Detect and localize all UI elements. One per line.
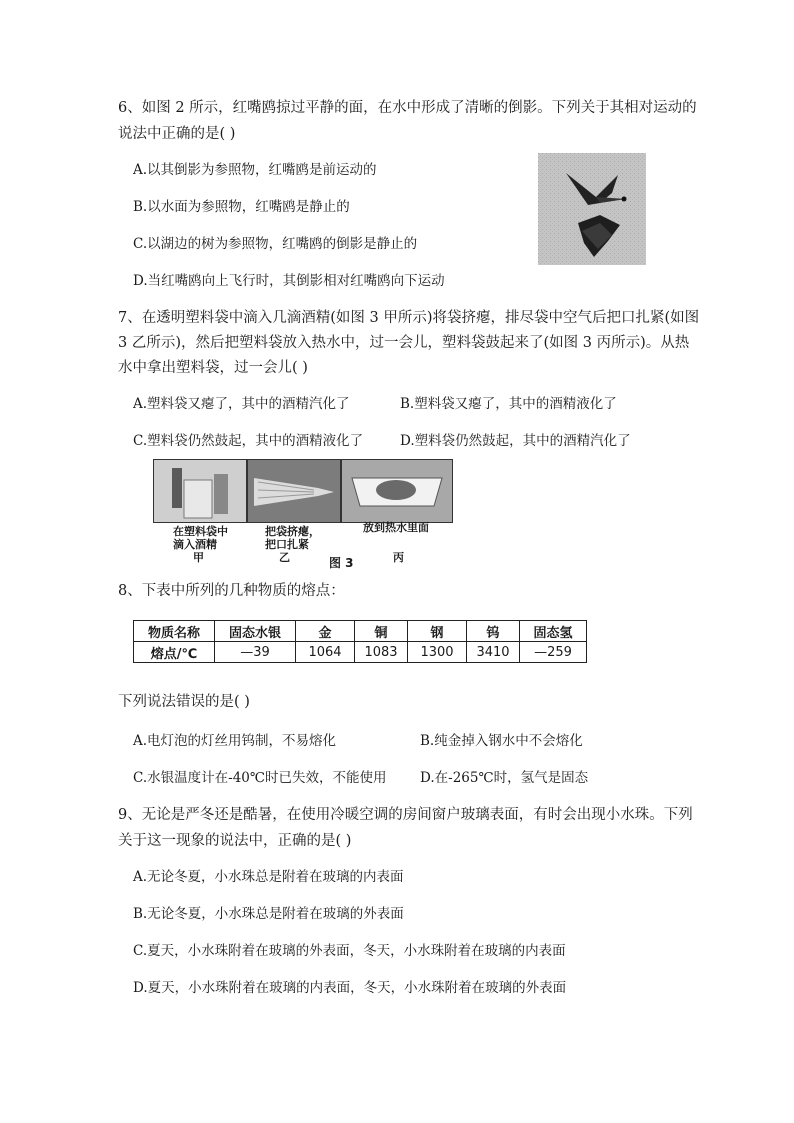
table-cell: —259 — [520, 642, 587, 663]
q8-option-d: D.在-265℃时，氢气是固态 — [420, 770, 589, 786]
q6-option-b: B.以水面为参照物，红嘴鸥是静止的 — [133, 199, 350, 215]
q6-option-a: A.以其倒影为参照物，红嘴鸥是前运动的 — [133, 162, 377, 178]
melting-point-table — [133, 620, 587, 663]
table-cell: 1083 — [355, 642, 408, 663]
table-header-cell: 物质名称 — [134, 621, 215, 642]
q9-option-d: D.夏天，小水珠附着在玻璃的内表面，冬天，小水珠附着在玻璃的外表面 — [133, 980, 567, 996]
table-header-cell: 固态水银 — [215, 621, 296, 642]
q9-stem-line1: 9、无论是严冬还是酷暑，在使用冷暖空调的房间窗户玻璃表面，有时会出现小水珠。下列 — [118, 807, 693, 823]
figure-3-caption-bing-line1: 放到热水里面 — [363, 521, 429, 534]
q8-option-b: B.纯金掉入钢水中不会熔化 — [420, 733, 583, 749]
bag-in-hot-water-illustration — [342, 460, 452, 522]
table-header-cell: 金 — [296, 621, 355, 642]
figure-3-caption-yi-line2: 把口扎紧 — [265, 538, 309, 551]
figure-3-caption-jia-label: 甲 — [193, 551, 204, 564]
q9-option-a: A.无论冬夏，小水珠总是附着在玻璃的内表面 — [133, 869, 404, 885]
squeezed-bag-illustration — [248, 460, 340, 522]
figure-3-panel-bing — [341, 459, 453, 523]
figure-3-caption-bing-label: 丙 — [393, 551, 404, 564]
q6-option-c: C.以湖边的树为参照物，红嘴鸥的倒影是静止的 — [133, 236, 418, 252]
q6-stem-line2: 说法中正确的是( ) — [118, 126, 236, 142]
figure-3-panel-jia — [153, 459, 247, 523]
q7-stem-line3: 水中拿出塑料袋，过一会儿( ) — [118, 360, 308, 376]
table-cell: —39 — [215, 642, 296, 663]
gull-reflection-photo — [538, 153, 646, 265]
q7-stem-line2: 3 乙所示)，然后把塑料袋放入热水中，过一会儿，塑料袋鼓起来了(如图 3 丙所示)。从热 — [118, 335, 690, 351]
gull-reflection-illustration — [538, 153, 646, 265]
table-header-cell: 铜 — [355, 621, 408, 642]
figure-3-panel-yi — [247, 459, 341, 523]
figure-3-caption-jia-line2: 滴入酒精 — [173, 538, 217, 551]
q8-question: 下列说法错误的是( ) — [118, 694, 250, 710]
q7-option-a: A.塑料袋又瘪了，其中的酒精汽化了 — [133, 396, 350, 412]
table-row-header — [134, 621, 587, 642]
table-header-cell: 钢 — [408, 621, 467, 642]
figure-3-caption-jia-line1: 在塑料袋中 — [173, 525, 228, 538]
table-header-cell: 钨 — [467, 621, 520, 642]
q9-option-b: B.无论冬夏，小水珠总是附着在玻璃的外表面 — [133, 906, 404, 922]
q7-option-d: D.塑料袋仍然鼓起，其中的酒精汽化了 — [400, 433, 631, 449]
q8-stem: 8、下表中所列的几种物质的熔点： — [118, 583, 345, 599]
table-row-label: 熔点/℃ — [134, 642, 215, 663]
q8-option-a: A.电灯泡的灯丝用钨制，不易熔化 — [133, 733, 337, 749]
figure-3-title: 图 3 — [329, 556, 354, 569]
table-cell: 1064 — [296, 642, 355, 663]
table-cell: 1300 — [408, 642, 467, 663]
q7-option-b: B.塑料袋又瘪了，其中的酒精液化了 — [400, 396, 617, 412]
dropper-bag-illustration — [154, 460, 246, 522]
table-cell: 3410 — [467, 642, 520, 663]
table-row-melting-point — [134, 642, 587, 663]
q8-option-c: C.水银温度计在-40℃时已失效，不能使用 — [133, 770, 387, 786]
q7-option-c: C.塑料袋仍然鼓起，其中的酒精液化了 — [133, 433, 364, 449]
figure-3 — [153, 459, 453, 569]
figure-3-caption-yi-label: 乙 — [279, 551, 290, 564]
q9-option-c: C.夏天，小水珠附着在玻璃的外表面，冬天，小水珠附着在玻璃的内表面 — [133, 943, 566, 959]
table-header-cell: 固态氢 — [520, 621, 587, 642]
q9-stem-line2: 关于这一现象的说法中，正确的是( ) — [118, 833, 352, 849]
q6-option-d: D.当红嘴鸥向上飞行时，其倒影相对红嘴鸥向下运动 — [133, 273, 445, 289]
q7-stem-line1: 7、在透明塑料袋中滴入几滴酒精(如图 3 甲所示)将袋挤瘪，排尽袋中空气后把口扎紧(如图 — [118, 310, 700, 326]
q6-stem-line1: 6、如图 2 所示，红嘴鸥掠过平静的面，在水中形成了清晰的倒影。下列关于其相对运动的 — [118, 100, 697, 116]
figure-3-caption-yi-line1: 把袋挤瘪， — [265, 525, 320, 538]
